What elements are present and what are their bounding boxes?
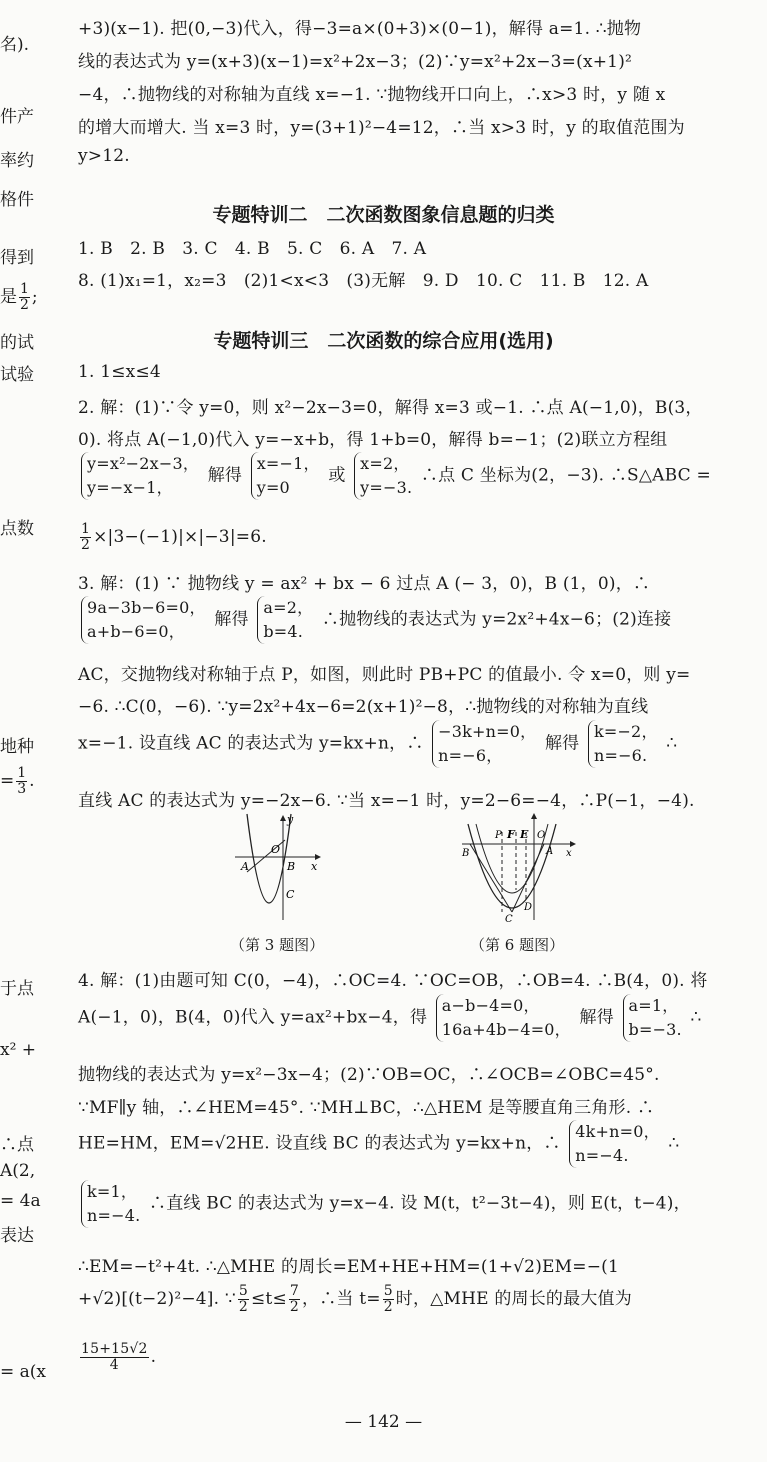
text-line [78, 1284, 632, 1315]
equation-system [588, 720, 658, 768]
text: ∴ [666, 733, 678, 754]
text-line: −6. ∴C(0，−6). ∵y=2x²+4x−6=2(x+1)²−8，∴抛物线的对称轴为直线 [78, 697, 649, 717]
equation-line [78, 720, 677, 768]
equation: y=−x−1， [87, 478, 173, 497]
equation-system [81, 1180, 140, 1228]
equation-system [623, 994, 682, 1042]
margin-fragment: 地种 [0, 737, 34, 757]
text: . [150, 1347, 157, 1367]
equation: n=−6， [438, 746, 503, 765]
fraction-denominator: 2 [81, 537, 91, 553]
point-label: A [546, 846, 554, 857]
fraction-denominator: 2 [20, 297, 29, 313]
point-label: P [495, 830, 502, 841]
equation-system [569, 1120, 660, 1168]
equation: b=4. [263, 622, 304, 641]
margin-fraction [16, 766, 27, 797]
fraction-numerator: 15+15√2 [81, 1341, 148, 1357]
text-line: ∴EM=−t²+4t. ∴△MHE 的周长=EM+HE+HM=(1+√2)EM=−(1 [78, 1257, 619, 1277]
figure-caption: （第 3 题图） [230, 936, 325, 954]
margin-fraction [19, 282, 30, 313]
margin-fragment [0, 766, 35, 797]
equation-system [354, 452, 412, 500]
equation-system [436, 994, 571, 1042]
margin-fragment [0, 282, 38, 313]
equation: y=0 [256, 478, 290, 497]
margin-text: . [29, 771, 35, 791]
answer-line: 1. B 2. B 3. C 4. B 5. C 6. A 7. A [78, 239, 427, 259]
figure-6-graph [460, 812, 585, 924]
equation: k=−2， [593, 722, 658, 741]
text: 时，△MHE 的周长的最大值为 [395, 1289, 632, 1309]
text: +√2)[(t−2)²−4]. ∵ [78, 1289, 236, 1309]
text-line: 4. 解：(1)由题可知 C(0，−4)，∴OC=4. ∵OC=OB，∴OB=4. ∴B(4，0). 将 [78, 971, 708, 991]
section-title: 专题特训二 二次函数图象信息题的归类 [212, 204, 555, 226]
margin-fragment: 得到 [0, 248, 34, 268]
equation: a+b−6=0， [87, 622, 185, 641]
text: ，∴当 t= [302, 1289, 381, 1309]
fraction-denominator: 4 [109, 1357, 119, 1373]
answer-line: 1. 1≤x≤4 [78, 362, 161, 382]
text: ∴直线 BC 的表达式为 y=x−4. 设 M(t，t²−3t−4)，则 E(t，t−4)， [149, 1193, 691, 1214]
answer-line: 8. (1)x₁=1，x₂=3 (2)1<x<3 (3)无解 9. D 10. C 11. B 12. A [78, 271, 649, 291]
equation-system [257, 596, 313, 644]
margin-fragment: x² + [0, 1040, 37, 1060]
margin-fragment: 试验 [0, 365, 34, 385]
text-line [78, 522, 267, 553]
text: HE=HM，EM=√2HE. 设直线 BC 的表达式为 y=kx+n，∴ [78, 1133, 561, 1154]
text-line [78, 1342, 156, 1373]
equation: a=1， [628, 996, 679, 1015]
point-label: C [286, 888, 295, 901]
page-number: — 142 — [344, 1412, 423, 1432]
equation: 16a+4b−4=0， [441, 1020, 571, 1039]
text: ×|3−(−1)|×|−3|=6. [93, 527, 267, 547]
figure-caption: （第 6 题图） [470, 936, 565, 954]
text: ∴ [668, 1133, 680, 1154]
equation: n=−4. [87, 1206, 141, 1225]
margin-text: = [0, 771, 15, 791]
axis-label: y [287, 813, 294, 826]
point-label: F [507, 828, 515, 841]
text-line: y>12. [78, 146, 130, 166]
text-line: +3)(x−1). 把(0,−3)代入，得−3=a×(0+3)×(0−1)，解得 a=1. ∴抛物 [78, 19, 642, 39]
axis-label: x [311, 860, 318, 873]
equation: a−b−4=0， [441, 996, 540, 1015]
text-line: 的增大而增大. 当 x=3 时，y=(3+1)²−4=12，∴当 x>3 时，y 的取值范围为 [78, 118, 685, 138]
text-line: 抛物线的表达式为 y=x²−3x−4；(2)∵OB=OC，∴∠OCB=∠OBC=45°. [78, 1065, 660, 1085]
fraction [289, 1284, 300, 1315]
section-title: 专题特训三 二次函数的综合应用(选用) [213, 330, 554, 352]
equation: y=x²−2x−3， [87, 454, 200, 473]
fraction-denominator: 3 [17, 781, 27, 797]
text: 或 [328, 465, 346, 486]
text-line: 直线 AC 的表达式为 y=−2x−6. ∵当 x=−1 时，y=2−6=−4，∴P(−1，−4). [78, 791, 695, 811]
margin-fragment: 点数 [0, 519, 34, 539]
point-label: O [271, 843, 281, 856]
margin-fragment: 于点 [0, 979, 34, 999]
point-label: E [520, 828, 529, 841]
text: 解得 [544, 733, 580, 754]
margin-fragment: A(2, [0, 1161, 36, 1181]
equation: 9a−3b−6=0， [87, 598, 206, 617]
point-label: A [241, 860, 249, 873]
text: A(−1，0)，B(4，0)代入 y=ax²+bx−4，得 [78, 1007, 428, 1028]
equation: x=−1， [256, 454, 320, 473]
margin-text: ; [31, 287, 38, 307]
fraction-denominator: 2 [238, 1299, 248, 1315]
equation-system [81, 596, 206, 644]
margin-fragment: 率约 [0, 151, 34, 171]
margin-fragment: 表达 [0, 1226, 34, 1246]
fraction-numerator: 1 [20, 281, 29, 297]
text-line: −4，∴抛物线的对称轴为直线 x=−1. ∵抛物线开口向上，∴x>3 时，y 随 x [78, 85, 666, 105]
fraction-numerator: 7 [289, 1283, 299, 1299]
text-line: 3. 解：(1) ∵ 抛物线 y = ax² + bx − 6 过点 A (− 3，0)，B (1，0)，∴ [78, 574, 651, 594]
text: ≤t≤ [250, 1289, 287, 1309]
point-label: C [505, 914, 513, 924]
margin-text: 是 [0, 287, 17, 307]
point-label: B [287, 860, 296, 873]
text: ∴抛物线的表达式为 y=2x²+4x−6；(2)连接 [321, 609, 672, 630]
fraction [80, 522, 91, 553]
margin-fragment: = a(x [0, 1362, 47, 1382]
equation: n=−6. [593, 746, 648, 765]
text: 解得 [214, 609, 249, 630]
margin-fragment: = 4a [0, 1191, 41, 1211]
text: x=−1. 设直线 AC 的表达式为 y=kx+n，∴ [78, 733, 424, 754]
text-line: 2. 解：(1)∵令 y=0，则 x²−2x−3=0，解得 x=3 或−1. ∴点 A(−1,0)，B(3， [78, 398, 703, 418]
equation-line [78, 1120, 679, 1168]
point-label: B [462, 848, 470, 859]
text: 解得 [207, 465, 243, 486]
margin-fragment: 件产 [0, 107, 34, 127]
equation: x=2， [360, 454, 410, 473]
equation-system [432, 720, 536, 768]
fraction-numerator: 5 [238, 1283, 248, 1299]
equation: y=−3. [360, 478, 413, 497]
fraction [238, 1284, 249, 1315]
equation-line [78, 1180, 691, 1228]
text-line: 0). 将点 A(−1,0)代入 y=−x+b，得 1+b=0，解得 b=−1；(2)联立方程组 [78, 430, 668, 450]
margin-fragment: ∴点 [0, 1135, 34, 1155]
equation-line [78, 452, 711, 500]
axis-label: x [566, 848, 572, 859]
text: 解得 [579, 1007, 614, 1028]
text-line: 线的表达式为 y=(x+3)(x−1)=x²+2x−3；(2)∵y=x²+2x−3=(x+1)² [78, 52, 633, 72]
point-label: D [524, 902, 533, 913]
text: ∴ [690, 1007, 702, 1028]
text: ∴点 C 坐标为(2，−3). ∴S△ABC = [420, 465, 711, 486]
margin-fragment: 的试 [0, 333, 34, 353]
equation: 4k+n=0， [575, 1122, 660, 1141]
equation: k=1， [87, 1182, 138, 1201]
text-line: AC，交抛物线对称轴于点 P，如图，则此时 PB+PC 的值最小. 令 x=0，则 y= [78, 665, 691, 685]
equation: b=−3. [628, 1020, 682, 1039]
equation: a=2， [263, 598, 314, 617]
equation: −3k+n=0， [438, 722, 537, 741]
fraction [383, 1284, 394, 1315]
fraction-numerator: 1 [81, 521, 91, 537]
equation-line [78, 994, 701, 1042]
figure-3-graph [225, 812, 330, 924]
fraction-denominator: 2 [289, 1299, 299, 1315]
equation: n=−4. [575, 1146, 629, 1165]
fraction [80, 1342, 149, 1373]
equation-system [81, 452, 199, 500]
fraction-denominator: 2 [383, 1299, 393, 1315]
fraction-numerator: 1 [17, 765, 27, 781]
equation-system [251, 452, 320, 500]
equation-line [78, 596, 671, 644]
point-label: O [537, 830, 546, 841]
fraction-numerator: 5 [383, 1283, 393, 1299]
text-line: ∵MF∥y 轴，∴∠HEM=45°. ∵MH⊥BC，∴△HEM 是等腰直角三角形. ∴ [78, 1098, 655, 1118]
margin-fragment: 名). [0, 35, 30, 55]
margin-fragment: 格件 [0, 190, 34, 210]
